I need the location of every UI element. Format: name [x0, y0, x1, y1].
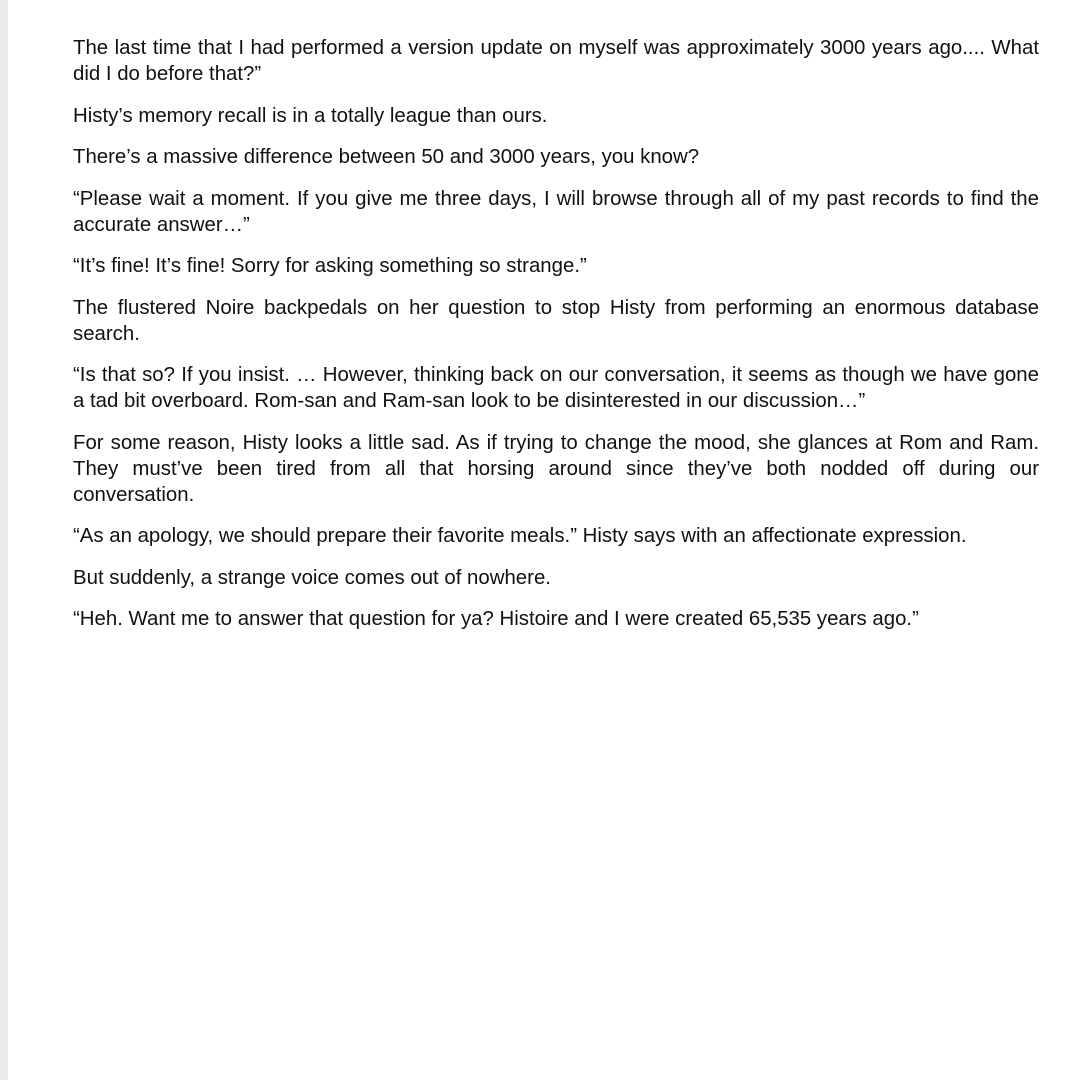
- paragraph: There’s a massive difference between 50 and 3000 years, you know?: [73, 146, 700, 168]
- document-body: [73, 35, 1039, 648]
- paragraph: For some reason, Histy looks a little sad. As if trying to change the mood, she glances at Rom and Ram. They must’ve been tired from all that horsing around since they’ve both nodded off during our conversation.: [73, 431, 1039, 506]
- paragraph: “Is that so? If you insist. … However, thinking back on our conversation, it seems as though we have gone a tad bit overboard. Rom-san and Ram-san look to be disinterested in our discussion…”: [73, 364, 1039, 412]
- paragraph: “Heh. Want me to answer that question for ya? Histoire and I were created 65,535 years ago.”: [73, 608, 919, 630]
- paragraph: Histy’s memory recall is in a totally league than ours.: [73, 104, 548, 127]
- paragraph: “Please wait a moment. If you give me three days, I will browse through all of my past records to find the accurate answer…”: [73, 187, 1039, 236]
- paragraph: “As an apology, we should prepare their favorite meals.” Histy says with an affectionate expression.: [73, 525, 967, 547]
- document-page: [8, 0, 1080, 1080]
- paragraph: “It’s fine! It’s fine! Sorry for asking something so strange.”: [73, 255, 587, 277]
- paragraph: The last time that I had performed a version update on myself was approximately 3000 years ago.... What did I do before that?”: [73, 37, 1039, 85]
- paragraph: The flustered Noire backpedals on her question to stop Histy from performing an enormous database search.: [73, 296, 1039, 345]
- paragraph: But suddenly, a strange voice comes out of nowhere.: [73, 566, 551, 589]
